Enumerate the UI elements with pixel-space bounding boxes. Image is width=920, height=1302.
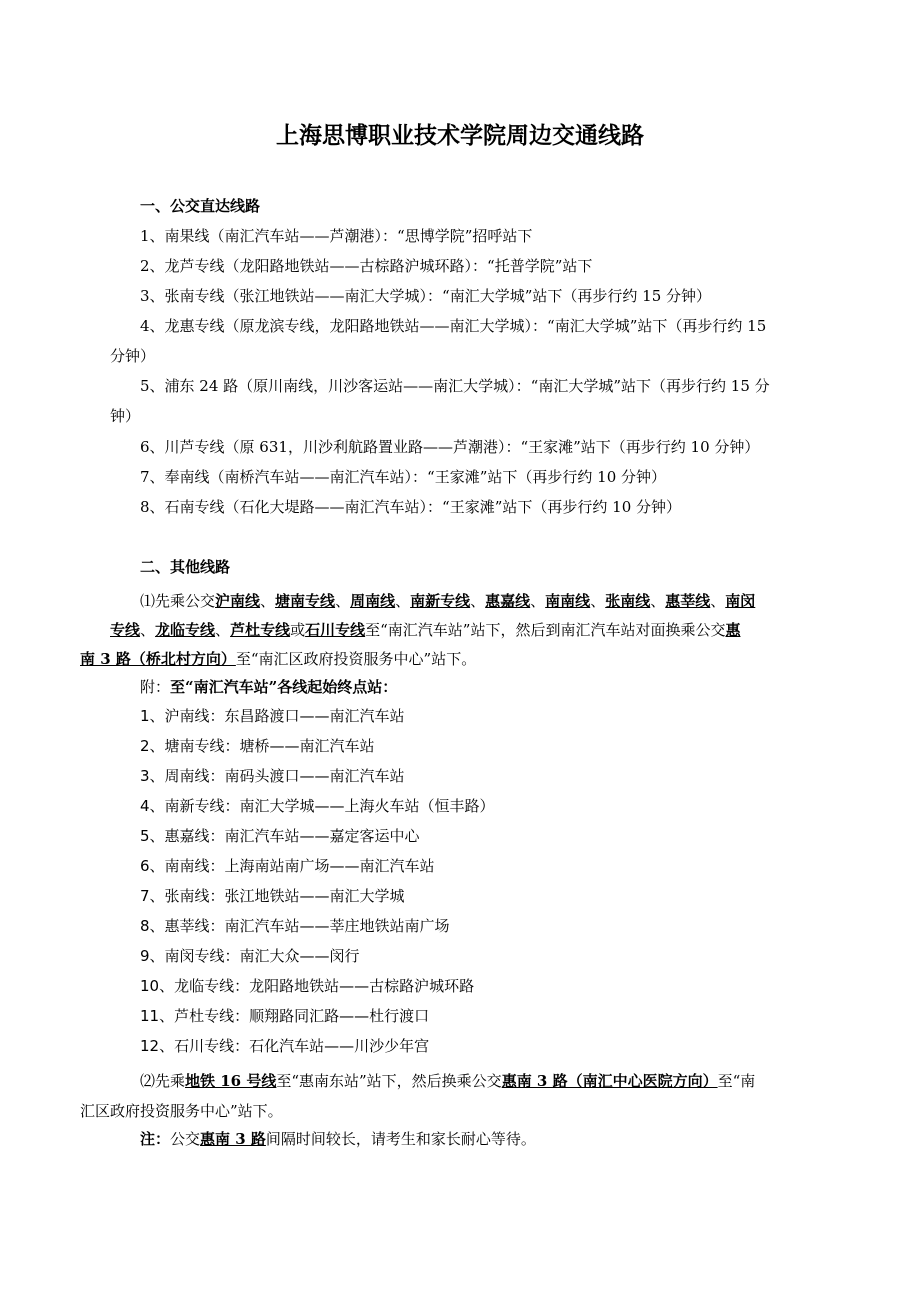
bus-line-link[interactable]: 惠南 3 路（南汇中心医院方向） [501, 1072, 718, 1090]
route-item: 5、浦东 24 路（原川南线，川沙客运站——南汇大学城）：“南汇大学城”站下（再步行约 15 分 [140, 377, 770, 395]
other-route-paragraph-1: ⑴先乘公交沪南线、塘南专线、周南线、南新专线、惠嘉线、南南线、张南线、惠莘线、南闵 专线、龙临专线、芦杜专线或石川专线至“南汇汽车站”站下，然后到南汇汽车站对面换乘公交惠 南 3 路（桥北村方向）至“南汇区政府投资服务中心”站下。 [80, 592, 756, 668]
bus-line-link[interactable]: 南闵 [725, 592, 756, 610]
para-prefix: ⑴先乘公交 [140, 592, 216, 610]
bus-line-link[interactable]: 沪南线 [215, 592, 261, 610]
route-item: 4、龙惠专线（原龙滨专线，龙阳路地铁站——南汇大学城）：“南汇大学城”站下（再步行约 15 [140, 317, 767, 335]
station-item: 5、惠嘉线：南汇汽车站——嘉定客运中心 [140, 827, 420, 845]
station-item: 3、周南线：南码头渡口——南汇汽车站 [140, 767, 405, 785]
bus-line-link[interactable]: 龙临专线 [155, 621, 216, 639]
bus-line-link[interactable]: 惠 [725, 621, 741, 639]
bus-line-link[interactable]: 惠嘉线 [485, 592, 531, 610]
station-item: 9、南闵专线：南汇大众——闵行 [140, 947, 360, 965]
section-heading-direct: 一、公交直达线路 [140, 197, 261, 215]
bus-line-link[interactable]: 周南线 [350, 592, 396, 610]
metro-line-link[interactable]: 地铁 16 号线 [185, 1072, 277, 1090]
route-item: 2、龙芦专线（龙阳路地铁站——古棕路沪城环路）：“托普学院”站下 [140, 257, 593, 275]
station-item: 12、石川专线：石化汽车站——川沙少年宫 [140, 1037, 430, 1055]
bus-line-link[interactable]: 惠南 3 路 [200, 1130, 266, 1148]
bus-line-link[interactable]: 张南线 [605, 592, 651, 610]
note-label: 注： [140, 1130, 171, 1148]
document-title: 上海思博职业技术学院周边交通线路 [276, 122, 644, 149]
station-item: 4、南新专线：南汇大学城——上海火车站（恒丰路） [140, 797, 495, 815]
route-item: 7、奉南线（南桥汽车站——南汇汽车站）：“王家滩”站下（再步行约 10 分钟） [140, 468, 667, 486]
bus-line-link[interactable]: 芦杜专线 [230, 621, 291, 639]
station-item: 6、南南线：上海南站南广场——南汇汽车站 [140, 857, 435, 875]
route-item: 6、川芦专线（原 631，川沙利航路置业路——芦潮港）：“王家滩”站下（再步行约 10 分钟） [140, 438, 760, 456]
route-item-continuation: 分钟） [110, 347, 156, 365]
appendix-heading: 附：至“南汇汽车站”各线起始终点站： [140, 678, 398, 696]
station-item: 8、惠莘线：南汇汽车站——莘庄地铁站南广场 [140, 917, 450, 935]
bus-line-link[interactable]: 专线 [110, 621, 141, 639]
station-item: 2、塘南专线：塘桥——南汇汽车站 [140, 737, 375, 755]
bus-line-link[interactable]: 塘南专线 [275, 592, 336, 610]
station-item: 11、芦杜专线：顺翔路同汇路——杜行渡口 [140, 1007, 430, 1025]
station-item: 1、沪南线：东昌路渡口——南汇汽车站 [140, 707, 405, 725]
bus-line-link[interactable]: 南新专线 [410, 592, 471, 610]
route-item-continuation: 钟） [110, 407, 141, 425]
bus-line-link[interactable]: 石川专线 [305, 621, 366, 639]
section-heading-other: 二、其他线路 [140, 558, 231, 576]
route-item: 1、南果线（南汇汽车站——芦潮港）：“思博学院”招呼站下 [140, 227, 533, 245]
bus-line-link[interactable]: 南南线 [545, 592, 591, 610]
station-item: 10、龙临专线：龙阳路地铁站——古棕路沪城环路 [140, 977, 475, 995]
station-item: 7、张南线：张江地铁站——南汇大学城 [140, 887, 405, 905]
other-route-paragraph-2: ⑵先乘地铁 16 号线至“惠南东站”站下，然后换乘公交惠南 3 路（南汇中心医院方向）至“南 汇区政府投资服务中心”站下。 [80, 1072, 756, 1120]
route-item: 8、石南专线（石化大堤路——南汇汽车站）：“王家滩”站下（再步行约 10 分钟） [140, 498, 682, 516]
bus-line-link[interactable]: 惠莘线 [665, 592, 711, 610]
route-item: 3、张南专线（张江地铁站——南汇大学城）：“南汇大学城”站下（再步行约 15 分钟） [140, 287, 712, 305]
note-line: 注：公交惠南 3 路间隔时间较长，请考生和家长耐心等待。 [140, 1130, 536, 1148]
bus-line-link[interactable]: 南 3 路（桥北村方向） [80, 650, 236, 668]
